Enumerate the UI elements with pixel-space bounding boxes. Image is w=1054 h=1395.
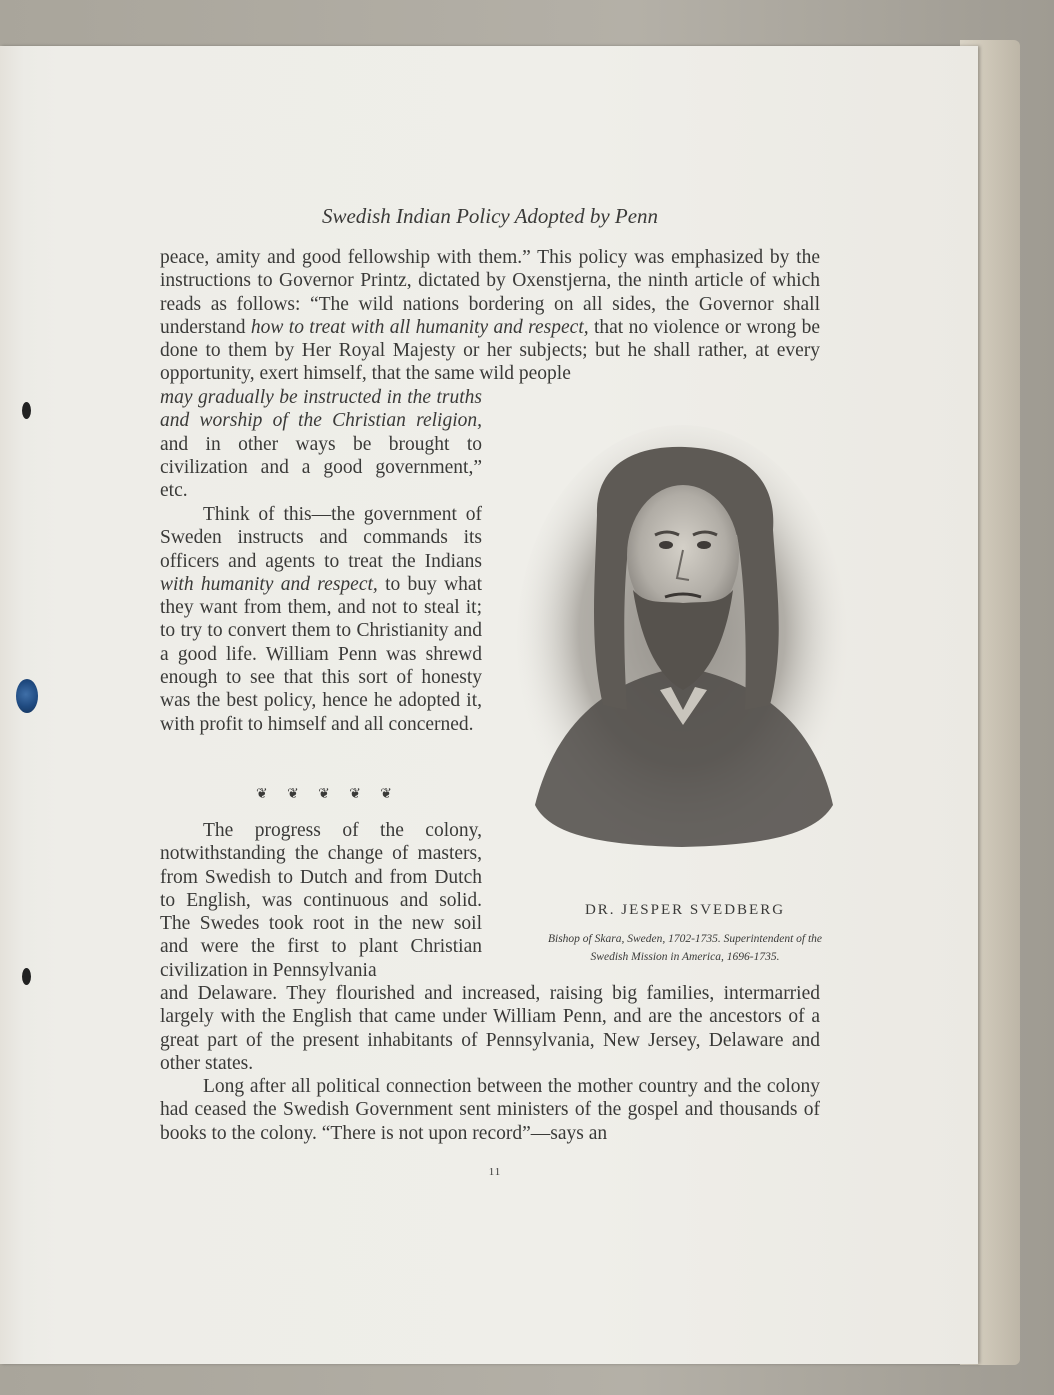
paragraph-4: Long after all political connection between the mother country and the colony had ceased the Swedish Government sent ministers of the gospel and thousands of books to the colony. “There is not upon record”—says an: [160, 1076, 820, 1144]
ornament-glyph: ❦: [349, 787, 361, 802]
paragraph-1: [160, 246, 820, 386]
caption-line: Swedish Mission in America, 1696-1735.: [590, 951, 780, 963]
binding-thread: [16, 679, 38, 713]
portrait-engraving: [515, 405, 850, 850]
text-span: and in other ways be brought to civilization and a good government,” etc.: [160, 433, 482, 502]
paragraph-3-full: and Delaware. They flourished and increased, raising big families, intermarried largely with the English that came under William Penn, and are the ancestors of a great part of the present inhabitants of Pennsylvania, New Jersey, Delaware and other states.: [160, 983, 820, 1074]
paragraph-2: [160, 503, 482, 736]
page-number: 11: [488, 1166, 502, 1178]
paragraph-3-narrow: The progress of the colony, notwithstanding the change of masters, from Swedish to Dutch and from Dutch to English, was continuous and solid. The Swedes took root in the new soil and were the first to plant Christian civilization in Pennsylvania: [160, 820, 482, 981]
running-header: Swedish Indian Policy Adopted by Penn: [321, 204, 659, 228]
paragraph-1-continued: [160, 386, 482, 502]
text-span: peace, amity and good fellowship with them.” This policy was emphasized by the instructions to Governor Printz, dictated by Oxenstjerna, the ninth article of which reads as follows: “The wild nations bordering on all sides, the Governor shall understand: [160, 247, 820, 338]
text-span: to buy what they want from them, and not to steal it; to try to convert them to Christianity and a good life. William Penn was shrewd enough to see that this sort of honesty was the best policy, hence he adopted it, with profit to himself and all concerned.: [160, 573, 482, 735]
caption-title: DR. JESPER SVEDBERG: [584, 902, 786, 918]
ornament-glyph: ❦: [318, 787, 330, 802]
binding-hole: [22, 968, 31, 985]
ornament-glyph: ❦: [256, 787, 268, 802]
text-span: Think of this—the government of Sweden instructs and commands its officers and agents to treat the Indians: [160, 504, 482, 572]
ornament-glyph: ❦: [380, 787, 392, 802]
ornament-glyph: ❦: [287, 787, 299, 802]
italic-span: how to treat with all humanity and respect,: [250, 316, 589, 338]
italic-span: with humanity and respect,: [160, 573, 378, 595]
italic-span: may gradually be instructed in the truths and worship of the Christian religion,: [160, 387, 482, 432]
caption-subtitle: [505, 930, 865, 966]
ornament-divider: [256, 786, 392, 803]
text-span: that no violence or wrong be done to them by Her Royal Majesty or her subjects; but he shall rather, at every opportunity, exert himself, that the same wild people: [160, 316, 820, 385]
caption-line: Bishop of Skara, Sweden, 1702-1735. Superintendent of the: [547, 933, 823, 945]
binding-hole: [22, 402, 31, 419]
